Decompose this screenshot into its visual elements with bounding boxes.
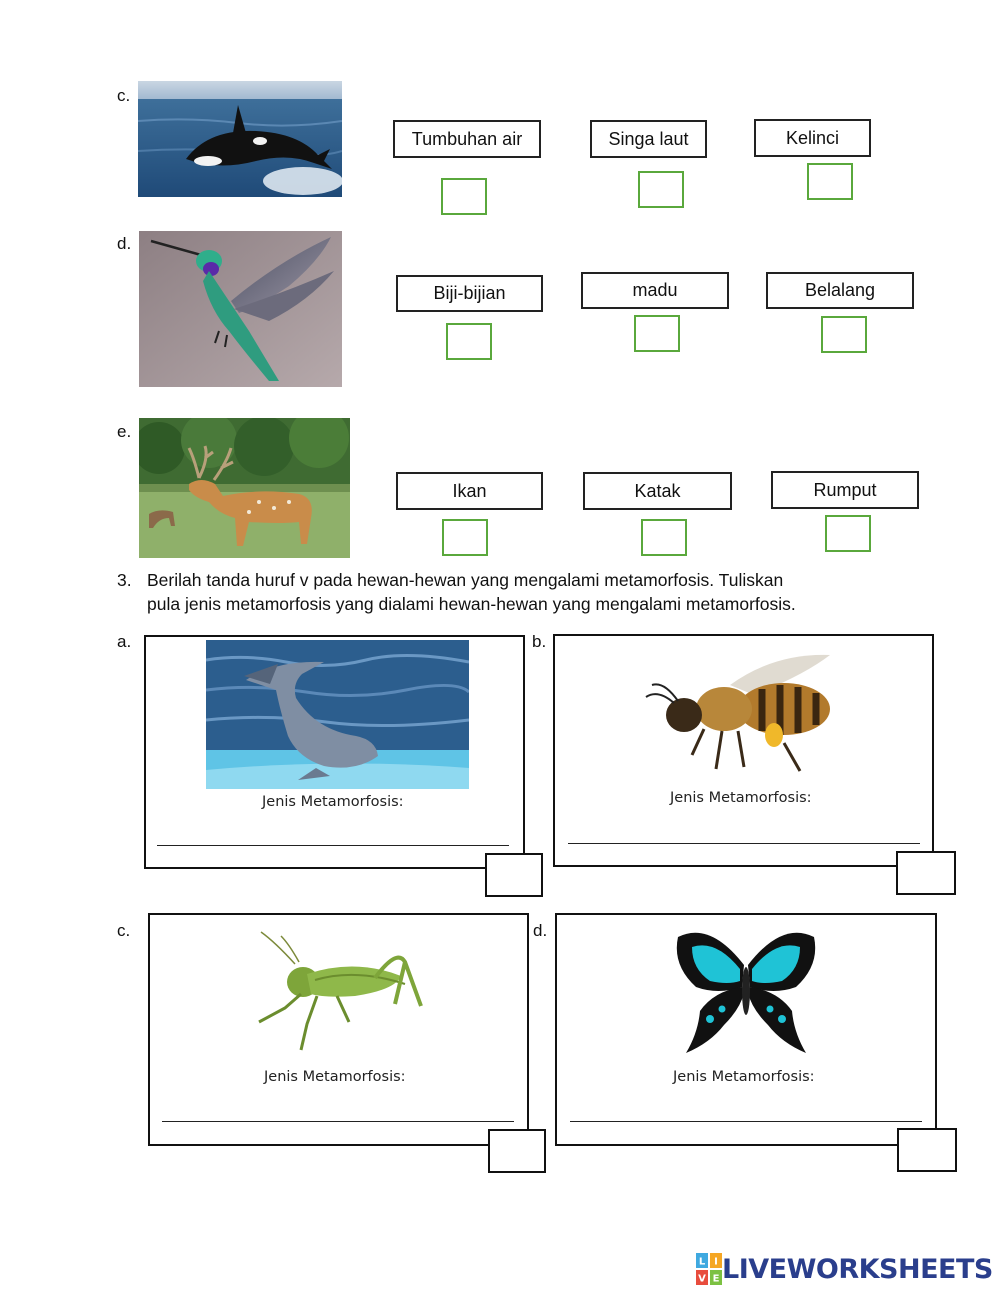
answer-checkbox-c2[interactable] xyxy=(638,171,684,208)
bee-image xyxy=(634,645,844,780)
answer-box-b[interactable] xyxy=(896,851,956,895)
option-ikan: Ikan xyxy=(396,472,543,510)
option-rumput: Rumput xyxy=(771,471,919,509)
answer-line-b[interactable] xyxy=(568,843,920,844)
item-label-d: d. xyxy=(117,234,132,253)
logo-tile-v: V xyxy=(698,1273,706,1285)
card-caption-c: Jenis Metamorfosis: xyxy=(264,1069,406,1085)
answer-checkbox-e2[interactable] xyxy=(641,519,687,556)
logo-tile-l: L xyxy=(698,1256,706,1268)
logo-tile-i: I xyxy=(714,1256,718,1268)
card-label-a: a. xyxy=(117,632,132,651)
liveworksheets-logo xyxy=(696,1253,993,1285)
answer-line-c[interactable] xyxy=(162,1121,514,1122)
dolphin-image xyxy=(206,640,469,789)
answer-checkbox-c1[interactable] xyxy=(441,178,487,215)
option-tumbuhan-air: Tumbuhan air xyxy=(393,120,541,158)
option-madu: madu xyxy=(581,272,729,309)
answer-line-a[interactable] xyxy=(157,845,509,846)
answer-checkbox-d1[interactable] xyxy=(446,323,492,360)
deer-image xyxy=(139,418,350,558)
orca-image xyxy=(138,81,342,197)
card-caption-b: Jenis Metamorfosis: xyxy=(670,790,812,806)
answer-checkbox-d2[interactable] xyxy=(634,315,680,352)
answer-line-d[interactable] xyxy=(570,1121,922,1122)
question-text-line2: pula jenis metamorfosis yang dialami hewan-hewan yang mengalami metamorfosis. xyxy=(147,594,796,614)
answer-checkbox-d3[interactable] xyxy=(821,316,867,353)
logo-text: LIVEWORKSHEETS xyxy=(722,1253,993,1285)
card-label-c: c. xyxy=(117,921,131,940)
answer-box-a[interactable] xyxy=(485,853,543,897)
option-belalang: Belalang xyxy=(766,272,914,309)
answer-checkbox-e1[interactable] xyxy=(442,519,488,556)
card-caption-d: Jenis Metamorfosis: xyxy=(673,1069,815,1085)
card-label-b: b. xyxy=(532,632,547,651)
question-number: 3. xyxy=(117,570,132,590)
butterfly-image xyxy=(670,925,822,1055)
answer-checkbox-c3[interactable] xyxy=(807,163,853,200)
answer-box-d[interactable] xyxy=(897,1128,957,1172)
card-caption-a: Jenis Metamorfosis: xyxy=(262,794,404,810)
item-label-e: e. xyxy=(117,422,132,441)
option-biji-bijian: Biji-bijian xyxy=(396,275,543,312)
grasshopper-image xyxy=(245,928,435,1056)
answer-box-c[interactable] xyxy=(488,1129,546,1173)
card-label-d: d. xyxy=(533,921,548,940)
option-katak: Katak xyxy=(583,472,732,510)
hummingbird-image xyxy=(139,231,342,387)
option-singa-laut: Singa laut xyxy=(590,120,707,158)
option-kelinci: Kelinci xyxy=(754,119,871,157)
answer-checkbox-e3[interactable] xyxy=(825,515,871,552)
question-text xyxy=(147,568,907,616)
logo-tiles-icon xyxy=(696,1253,722,1285)
logo-tile-e: E xyxy=(712,1273,720,1285)
question-text-line1: Berilah tanda huruf v pada hewan-hewan yang mengalami metamorfosis. Tuliskan xyxy=(147,570,784,590)
item-label-c: c. xyxy=(117,86,131,105)
